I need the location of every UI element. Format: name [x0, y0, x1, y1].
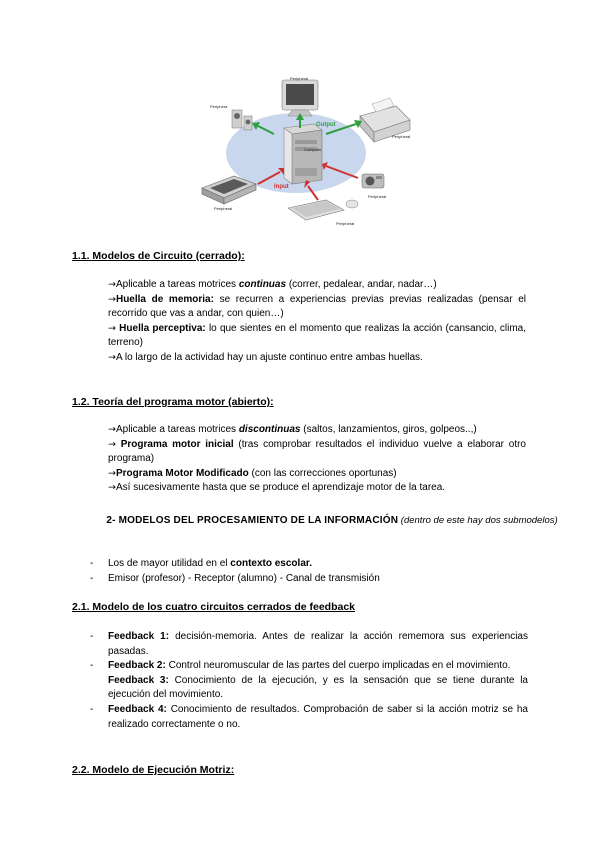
feedback-item-2: - Feedback 2: Control neuromuscular de las partes del cuerpo implicadas en el movimiento.: [90, 660, 511, 672]
s12-line-1: →Aplicable a tareas motrices discontinuas (saltos, lanzamientos, giros, golpeos..,): [108, 424, 477, 435]
peripheral-label-mid-right: Peripheral: [368, 194, 387, 199]
s12-line-3: →Programa Motor Modificado (con las correcciones oportunas): [108, 467, 397, 479]
arrow-icon: →: [108, 322, 116, 334]
list-item: - Emisor (profesor) - Receptor (alumno) - Canal de transmisión: [90, 572, 380, 584]
speakers-icon: [232, 110, 252, 130]
section-heading-2-1: 2.1. Modelo de los cuatro circuitos cerrados de feedback: [72, 601, 356, 613]
s12-line-2: → Programa motor inicial (tras comprobar resultados el individuo vuelve a elaborar otro programa): [108, 438, 526, 465]
arrow-icon: →: [108, 293, 116, 305]
diagram-svg: [196, 76, 412, 230]
peripheral-label-left: Peripheral: [214, 206, 233, 211]
peripheral-label-bottom: Peripheral: [336, 221, 355, 226]
peripheral-label-top-left: Periphera: [210, 104, 228, 109]
s11-line-3: → Huella perceptiva: lo que sientes en el momento que realizas la acción (cansancio, clima, terreno): [108, 322, 527, 349]
feedback-list: [72, 630, 528, 732]
arrow-icon: →: [108, 279, 116, 290]
output-label: Output: [316, 122, 336, 128]
s11-line-4: →A lo largo de la actividad hay un ajuste continuo entre ambas huellas.: [108, 351, 423, 363]
section-1-1-body: [108, 278, 526, 366]
feedback-item-3: Feedback 3: Conocimiento de la ejecución, y es la sensación que se tiene durante la ejecución del movimiento.: [108, 674, 528, 701]
section-heading-2-2: 2.2. Modelo de Ejecución Motriz:: [72, 764, 235, 776]
camera-icon: [362, 174, 384, 188]
section-heading-1-2: 1.2. Teoría del programa motor (abierto):: [72, 396, 274, 408]
s12-line-4: →Así sucesivamente hasta que se produce el aprendizaje motor de la tarea.: [108, 482, 446, 494]
arrow-icon: →: [108, 424, 116, 435]
section-1-2-body: [108, 423, 526, 496]
arrow-icon: →: [108, 467, 116, 479]
computer-tower-icon: [284, 124, 322, 184]
input-label: Input: [274, 184, 289, 190]
s11-line-2: →Huella de memoria: se recurren a experiencias previas previas realizadas (pensar el recorrido que vas a andar, con quien…): [108, 293, 526, 320]
feedback-item-1: - Feedback 1: decisión-memoria. Antes de realizar la acción rememora sus experiencias pasadas.: [90, 631, 528, 657]
arrow-icon: →: [108, 351, 116, 363]
keyboard-icon: [288, 200, 344, 220]
arrow-icon: →: [108, 438, 116, 450]
computer-label: Computer: [304, 147, 322, 152]
section-heading-2: 2- MODELOS DEL PROCESAMIENTO DE LA INFORMACIÓN (dentro de este hay dos submodelos): [106, 515, 558, 526]
computer-peripherals-diagram: [196, 76, 412, 230]
peripheral-label-top: Peripheral: [290, 76, 309, 81]
arrow-icon: →: [108, 482, 116, 494]
mouse-icon: [346, 200, 358, 208]
list-item: - Los de mayor utilidad en el contexto escolar.: [90, 558, 312, 569]
section-2-list: [72, 557, 528, 586]
monitor-icon: [282, 80, 318, 116]
feedback-item-4: - Feedback 4: Conocimiento de resultados. Comprobación de saber si la acción motriz se ha realizado correctamente o no.: [90, 703, 528, 730]
peripheral-label-right: Peripheral: [392, 134, 411, 139]
section-heading-1-1: 1.1. Modelos de Circuito (cerrado):: [72, 250, 245, 262]
s11-line-1: →Aplicable a tareas motrices continuas (correr, pedalear, andar, nadar…): [108, 279, 437, 290]
